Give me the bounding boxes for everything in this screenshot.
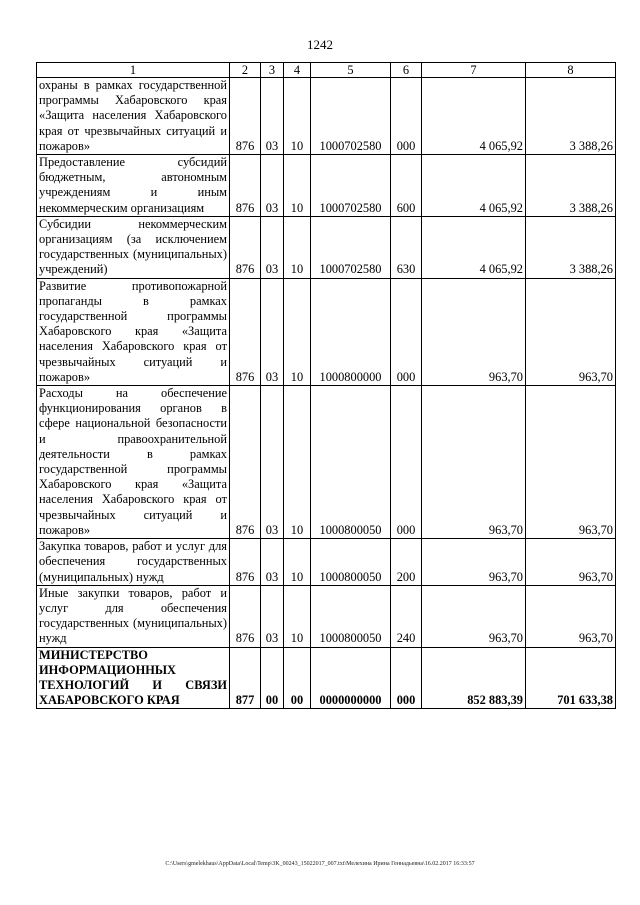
amount-executed: 963,70 [526, 386, 616, 539]
header-cell: 8 [526, 63, 616, 78]
file-path-footer: C:\Users\gmelekhaus\AppData\Local\Temp\3K_00243_15022017_007.txt\Мелехина Ирина Геннадьевна\16.02.2017 16:33:57 [165, 861, 475, 867]
section-code: 03 [261, 386, 284, 539]
admin-code: 876 [230, 585, 261, 647]
amount-approved: 963,70 [422, 278, 526, 385]
amount-executed: 3 388,26 [526, 78, 616, 155]
subsection-code: 10 [284, 278, 311, 385]
expense-type: 000 [391, 78, 422, 155]
admin-code: 876 [230, 278, 261, 385]
expense-type: 000 [391, 647, 422, 709]
section-code: 03 [261, 155, 284, 217]
header-row [37, 63, 616, 78]
amount-approved: 4 065,92 [422, 216, 526, 278]
section-code: 03 [261, 278, 284, 385]
target-article: 1000702580 [311, 155, 391, 217]
table-row [37, 278, 616, 385]
target-article: 1000800050 [311, 585, 391, 647]
row-description: Закупка товаров, работ и услуг для обеспечения государственных (муниципальных) нужд [37, 539, 230, 586]
target-article: 1000800000 [311, 278, 391, 385]
admin-code: 876 [230, 78, 261, 155]
row-description: Субсидии некоммерческим организациям (за исключением государственных (муниципальных) учреждений) [37, 216, 230, 278]
expense-type: 240 [391, 585, 422, 647]
expense-type: 200 [391, 539, 422, 586]
admin-code: 876 [230, 155, 261, 217]
table-row [37, 585, 616, 647]
section-code: 03 [261, 539, 284, 586]
expense-type: 000 [391, 278, 422, 385]
section-code: 03 [261, 216, 284, 278]
target-article: 1000702580 [311, 78, 391, 155]
expense-type: 630 [391, 216, 422, 278]
subsection-code: 10 [284, 78, 311, 155]
section-code: 03 [261, 78, 284, 155]
subsection-code: 10 [284, 585, 311, 647]
table-row [37, 386, 616, 539]
subsection-code: 10 [284, 155, 311, 217]
amount-approved: 852 883,39 [422, 647, 526, 709]
subsection-code: 10 [284, 539, 311, 586]
target-article: 0000000000 [311, 647, 391, 709]
header-cell: 5 [311, 63, 391, 78]
subsection-code: 10 [284, 386, 311, 539]
header-cell: 3 [261, 63, 284, 78]
admin-code: 876 [230, 216, 261, 278]
header-cell: 6 [391, 63, 422, 78]
header-cell: 1 [37, 63, 230, 78]
target-article: 1000800050 [311, 386, 391, 539]
amount-executed: 701 633,38 [526, 647, 616, 709]
table-row [37, 539, 616, 586]
admin-code: 877 [230, 647, 261, 709]
table-row [37, 78, 616, 155]
admin-code: 876 [230, 386, 261, 539]
row-description: охраны в рамках государственной программы Хабаровского края «Защита населения Хабаровского края от чрезвычайных ситуаций и пожаров» [37, 78, 230, 155]
subsection-code: 00 [284, 647, 311, 709]
amount-approved: 4 065,92 [422, 155, 526, 217]
section-code: 00 [261, 647, 284, 709]
header-cell: 7 [422, 63, 526, 78]
ministry-total-row [37, 647, 616, 709]
expense-type: 600 [391, 155, 422, 217]
header-cell: 2 [230, 63, 261, 78]
section-code: 03 [261, 585, 284, 647]
header-cell: 4 [284, 63, 311, 78]
row-description: Развитие противопожарной пропаганды в рамках государственной программы Хабаровского края «Защита населения Хабаровского края от чрезвычайных ситуаций и пожаров» [37, 278, 230, 385]
amount-executed: 963,70 [526, 585, 616, 647]
amount-executed: 3 388,26 [526, 216, 616, 278]
amount-executed: 963,70 [526, 539, 616, 586]
table-row [37, 155, 616, 217]
row-description: Предоставление субсидий бюджетным, автономным учреждениям и иным некоммерческим организациям [37, 155, 230, 217]
admin-code: 876 [230, 539, 261, 586]
amount-approved: 963,70 [422, 386, 526, 539]
amount-approved: 4 065,92 [422, 78, 526, 155]
target-article: 1000702580 [311, 216, 391, 278]
expense-type: 000 [391, 386, 422, 539]
row-description: Иные закупки товаров, работ и услуг для обеспечения государственных (муниципальных) нужд [37, 585, 230, 647]
subsection-code: 10 [284, 216, 311, 278]
amount-approved: 963,70 [422, 539, 526, 586]
target-article: 1000800050 [311, 539, 391, 586]
amount-approved: 963,70 [422, 585, 526, 647]
table-row [37, 216, 616, 278]
amount-executed: 3 388,26 [526, 155, 616, 217]
budget-table [36, 62, 616, 709]
row-description: Расходы на обеспечение функционирования органов в сфере национальной безопасности и правоохранительной деятельности в рамках государственной программы Хабаровского края «Защита населения Хабаровского края от чрезвычайных ситуаций и пожаров» [37, 386, 230, 539]
row-description: МИНИСТЕРСТВО ИНФОРМАЦИОННЫХ ТЕХНОЛОГИЙ И СВЯЗИ ХАБАРОВСКОГО КРАЯ [37, 647, 230, 709]
page-number: 1242 [307, 37, 333, 52]
amount-executed: 963,70 [526, 278, 616, 385]
